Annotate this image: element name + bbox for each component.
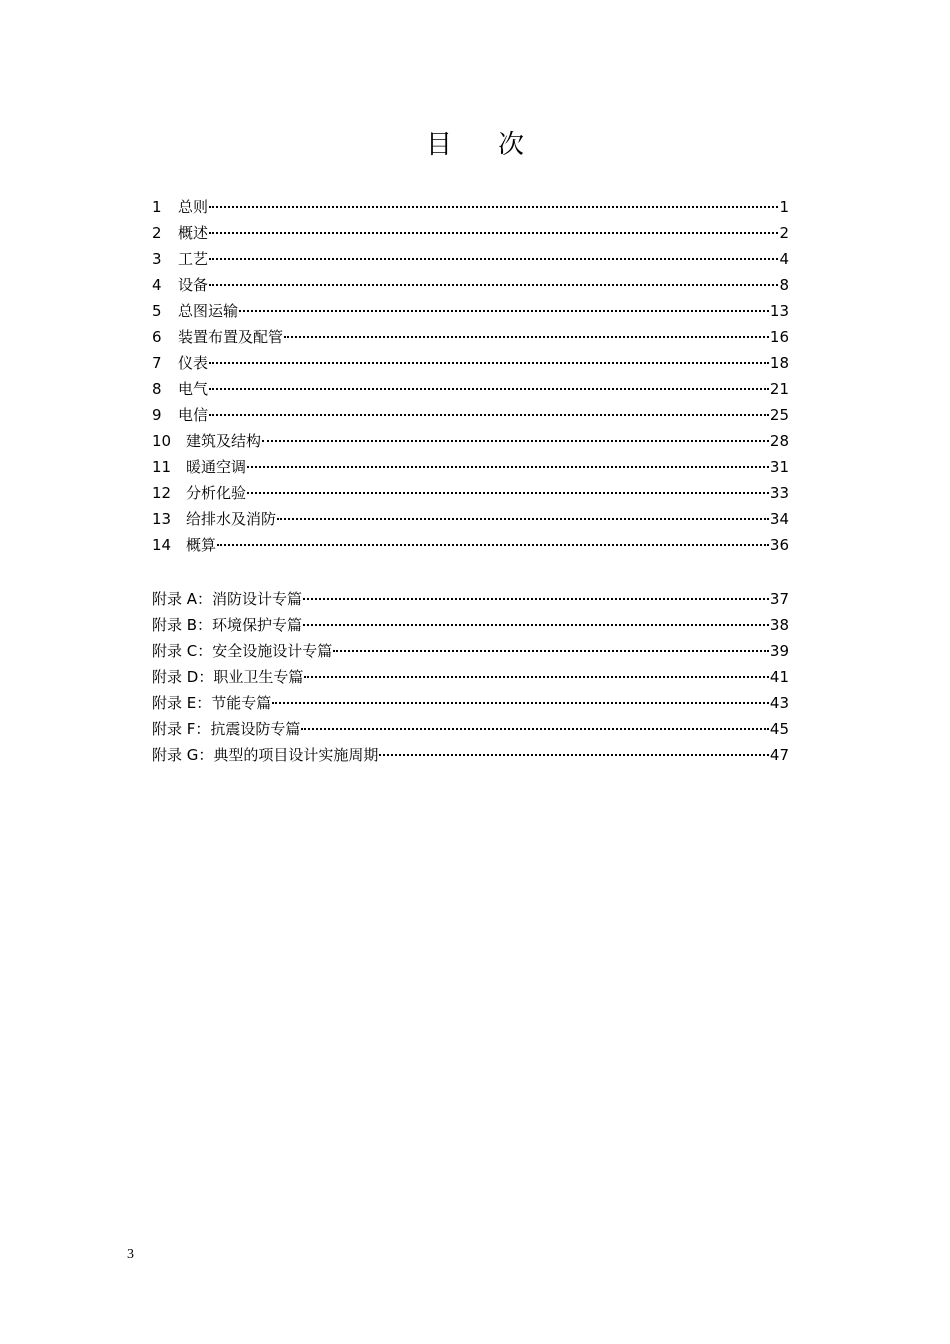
entry-label: 附录 D：职业卫生专篇 xyxy=(152,668,304,686)
dot-leader xyxy=(209,258,778,260)
entry-label: 总图运输 xyxy=(178,302,239,320)
entry-page: 38 xyxy=(769,616,789,634)
entry-page: 41 xyxy=(769,668,789,686)
entry-label: 分析化验 xyxy=(186,484,247,502)
toc-appendix-entry[interactable] xyxy=(152,612,789,638)
entry-label: 电信 xyxy=(178,406,209,424)
entry-label: 建筑及结构 xyxy=(186,432,262,450)
entry-number: 1 xyxy=(152,198,162,216)
page-number: 3 xyxy=(127,1247,134,1262)
entry-page: 16 xyxy=(769,328,789,346)
entry-number: 12 xyxy=(152,484,172,502)
title-char-2: 次 xyxy=(498,130,525,160)
entry-label: 概算 xyxy=(186,536,217,554)
entry-page: 4 xyxy=(779,250,789,268)
toc-entry[interactable] xyxy=(152,272,789,298)
entry-label: 装置布置及配管 xyxy=(178,328,284,346)
dot-leader xyxy=(272,702,769,704)
dot-leader xyxy=(303,598,769,600)
toc-appendix-entry[interactable] xyxy=(152,586,789,612)
toc-entry[interactable] xyxy=(152,220,789,246)
toc-entry[interactable] xyxy=(152,324,789,350)
dot-leader xyxy=(239,310,769,312)
entry-label: 概述 xyxy=(178,224,209,242)
toc-entry[interactable] xyxy=(152,532,789,558)
dot-leader xyxy=(379,754,769,756)
entry-page: 8 xyxy=(779,276,789,294)
dot-leader xyxy=(277,518,769,520)
entry-label: 附录 E：节能专篇 xyxy=(152,694,272,712)
title-char-1: 目 xyxy=(425,130,452,160)
toc-appendix-entry[interactable] xyxy=(152,638,789,664)
entry-number: 8 xyxy=(152,380,162,398)
entry-number: 6 xyxy=(152,328,162,346)
entry-label: 工艺 xyxy=(178,250,209,268)
entry-label: 电气 xyxy=(178,380,209,398)
dot-leader xyxy=(209,284,778,286)
entry-label: 设备 xyxy=(178,276,209,294)
toc-entry[interactable] xyxy=(152,402,789,428)
entry-page: 45 xyxy=(769,720,789,738)
entry-label: 附录 A：消防设计专篇 xyxy=(152,590,303,608)
entry-label: 仪表 xyxy=(178,354,209,372)
dot-leader xyxy=(209,414,769,416)
entry-page: 47 xyxy=(769,746,789,764)
toc-entry[interactable] xyxy=(152,194,789,220)
entry-number: 3 xyxy=(152,250,162,268)
entry-number: 2 xyxy=(152,224,162,242)
entry-number: 11 xyxy=(152,458,172,476)
toc-entry[interactable] xyxy=(152,350,789,376)
dot-leader xyxy=(209,206,778,208)
toc-appendix-entry[interactable] xyxy=(152,690,789,716)
entry-page: 31 xyxy=(769,458,789,476)
dot-leader xyxy=(209,232,778,234)
entry-page: 36 xyxy=(769,536,789,554)
dot-leader xyxy=(333,650,769,652)
entry-page: 34 xyxy=(769,510,789,528)
entry-page: 18 xyxy=(769,354,789,372)
entry-page: 13 xyxy=(769,302,789,320)
dot-leader xyxy=(209,362,769,364)
entry-number: 5 xyxy=(152,302,162,320)
toc-appendix-entry[interactable] xyxy=(152,742,789,768)
dot-leader xyxy=(303,624,769,626)
entry-number: 10 xyxy=(152,432,172,450)
entry-page: 21 xyxy=(769,380,789,398)
toc-entry[interactable] xyxy=(152,480,789,506)
entry-page: 2 xyxy=(779,224,789,242)
entry-label: 附录 F：抗震设防专篇 xyxy=(152,720,301,738)
entry-number: 9 xyxy=(152,406,162,424)
entry-label: 附录 C：安全设施设计专篇 xyxy=(152,642,333,660)
dot-leader xyxy=(262,440,769,442)
entry-number: 13 xyxy=(152,510,172,528)
appendix-list xyxy=(152,586,789,768)
dot-leader xyxy=(301,728,769,730)
dot-leader xyxy=(304,676,769,678)
entry-page: 39 xyxy=(769,642,789,660)
entry-label: 附录 B：环境保护专篇 xyxy=(152,616,303,634)
toc-title xyxy=(0,124,950,161)
chapter-list xyxy=(152,194,789,558)
entry-page: 25 xyxy=(769,406,789,424)
entry-page: 37 xyxy=(769,590,789,608)
dot-leader xyxy=(247,492,769,494)
toc-appendix-entry[interactable] xyxy=(152,716,789,742)
toc-entry[interactable] xyxy=(152,428,789,454)
entry-label: 附录 G：典型的项目设计实施周期 xyxy=(152,746,379,764)
entry-page: 43 xyxy=(769,694,789,712)
toc-appendix-entry[interactable] xyxy=(152,664,789,690)
entry-page: 1 xyxy=(779,198,789,216)
entry-page: 28 xyxy=(769,432,789,450)
toc-entry[interactable] xyxy=(152,506,789,532)
entry-number: 7 xyxy=(152,354,162,372)
entry-label: 总则 xyxy=(178,198,209,216)
entry-label: 暖通空调 xyxy=(186,458,247,476)
entry-number: 4 xyxy=(152,276,162,294)
dot-leader xyxy=(247,466,769,468)
entry-number: 14 xyxy=(152,536,172,554)
toc-entry[interactable] xyxy=(152,246,789,272)
toc-entry[interactable] xyxy=(152,298,789,324)
dot-leader xyxy=(217,544,769,546)
toc-entry[interactable] xyxy=(152,376,789,402)
dot-leader xyxy=(209,388,769,390)
entry-page: 33 xyxy=(769,484,789,502)
entry-label: 给排水及消防 xyxy=(186,510,277,528)
dot-leader xyxy=(284,336,769,338)
toc-entry[interactable] xyxy=(152,454,789,480)
